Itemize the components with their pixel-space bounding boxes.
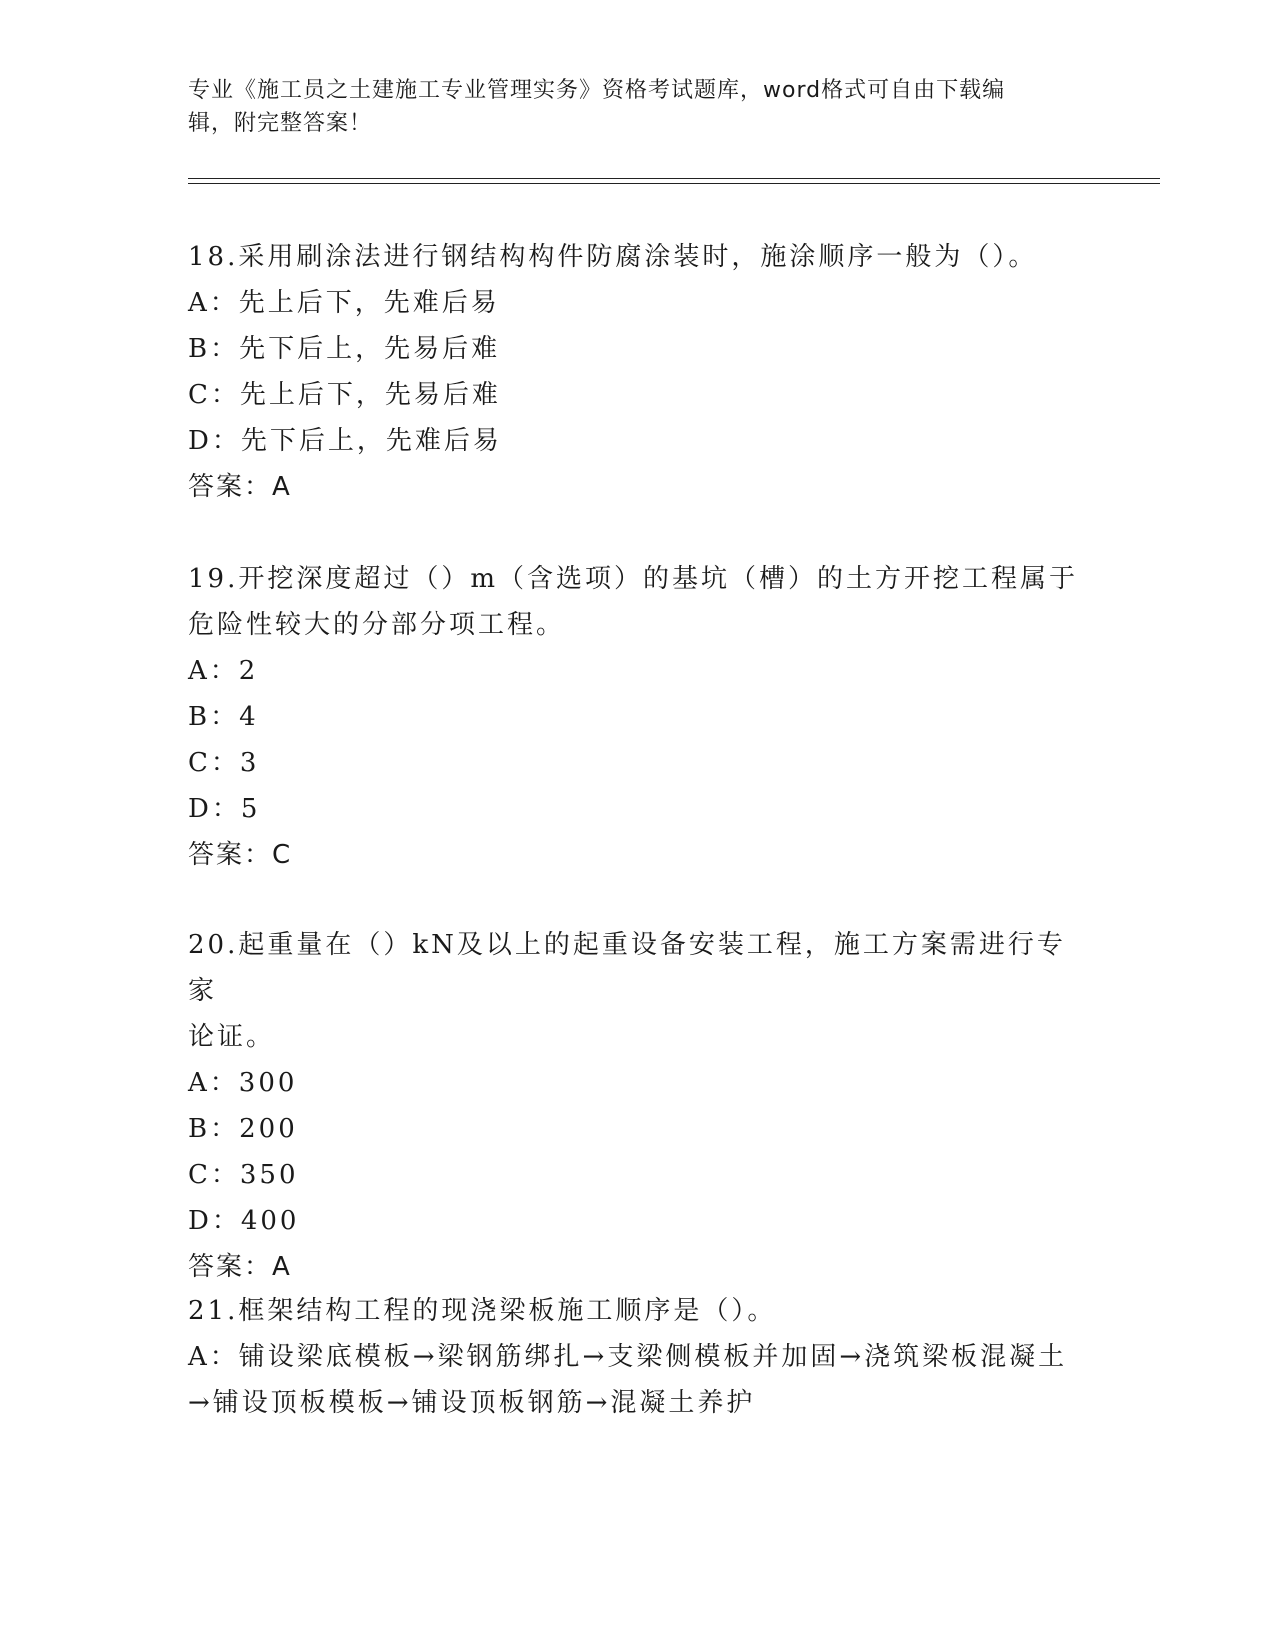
question-stem: 18.采用刷涂法进行钢结构构件防腐涂装时，施涂顺序一般为（）。 xyxy=(188,242,1038,272)
option-d: D：5 xyxy=(188,794,261,824)
answer: 答案：C xyxy=(188,840,293,870)
question-20 xyxy=(188,922,1088,1290)
question-stem: 21.框架结构工程的现浇梁板施工顺序是（）。 xyxy=(188,1296,777,1326)
question-stem-line-1: 19.开挖深度超过（）m（含选项）的基坑（槽）的土方开挖工程属于 xyxy=(188,564,1079,594)
option-d: D：先下后上，先难后易 xyxy=(188,426,502,456)
answer: 答案：A xyxy=(188,472,292,502)
option-a: A：300 xyxy=(188,1068,298,1098)
option-a-line-2: →铺设顶板模板→铺设顶板钢筋→混凝土养护 xyxy=(188,1388,756,1418)
question-stem-line-2: 论证。 xyxy=(188,1022,276,1052)
header-divider-bottom xyxy=(188,183,1160,184)
option-b: B：4 xyxy=(188,702,259,732)
option-b: B：200 xyxy=(188,1114,298,1144)
option-d: D：400 xyxy=(188,1206,300,1236)
answer: 答案：A xyxy=(188,1252,292,1282)
option-a: A：先上后下，先难后易 xyxy=(188,288,500,318)
document-header xyxy=(188,74,1078,140)
option-a-line-1: A：铺设梁底模板→梁钢筋绑扎→支梁侧模板并加固→浇筑梁板混凝土 xyxy=(188,1342,1068,1372)
header-divider-top xyxy=(188,178,1160,179)
question-19 xyxy=(188,556,1088,878)
header-line-2: 辑，附完整答案！ xyxy=(188,111,373,136)
question-stem-line-1: 20.起重量在（）kN及以上的起重设备安装工程，施工方案需进行专家 xyxy=(188,930,1066,1006)
option-c: C：先上后下，先易后难 xyxy=(188,380,501,410)
header-line-1: 专业《施工员之土建施工专业管理实务》资格考试题库，word格式可自由下载编 xyxy=(188,78,1006,103)
option-c: C：3 xyxy=(188,748,260,778)
option-c: C：350 xyxy=(188,1160,299,1190)
option-b: B：先下后上，先易后难 xyxy=(188,334,501,364)
question-18 xyxy=(188,234,1088,510)
question-21 xyxy=(188,1288,1088,1426)
question-stem-line-2: 危险性较大的分部分项工程。 xyxy=(188,610,566,640)
option-a: A：2 xyxy=(188,656,259,686)
